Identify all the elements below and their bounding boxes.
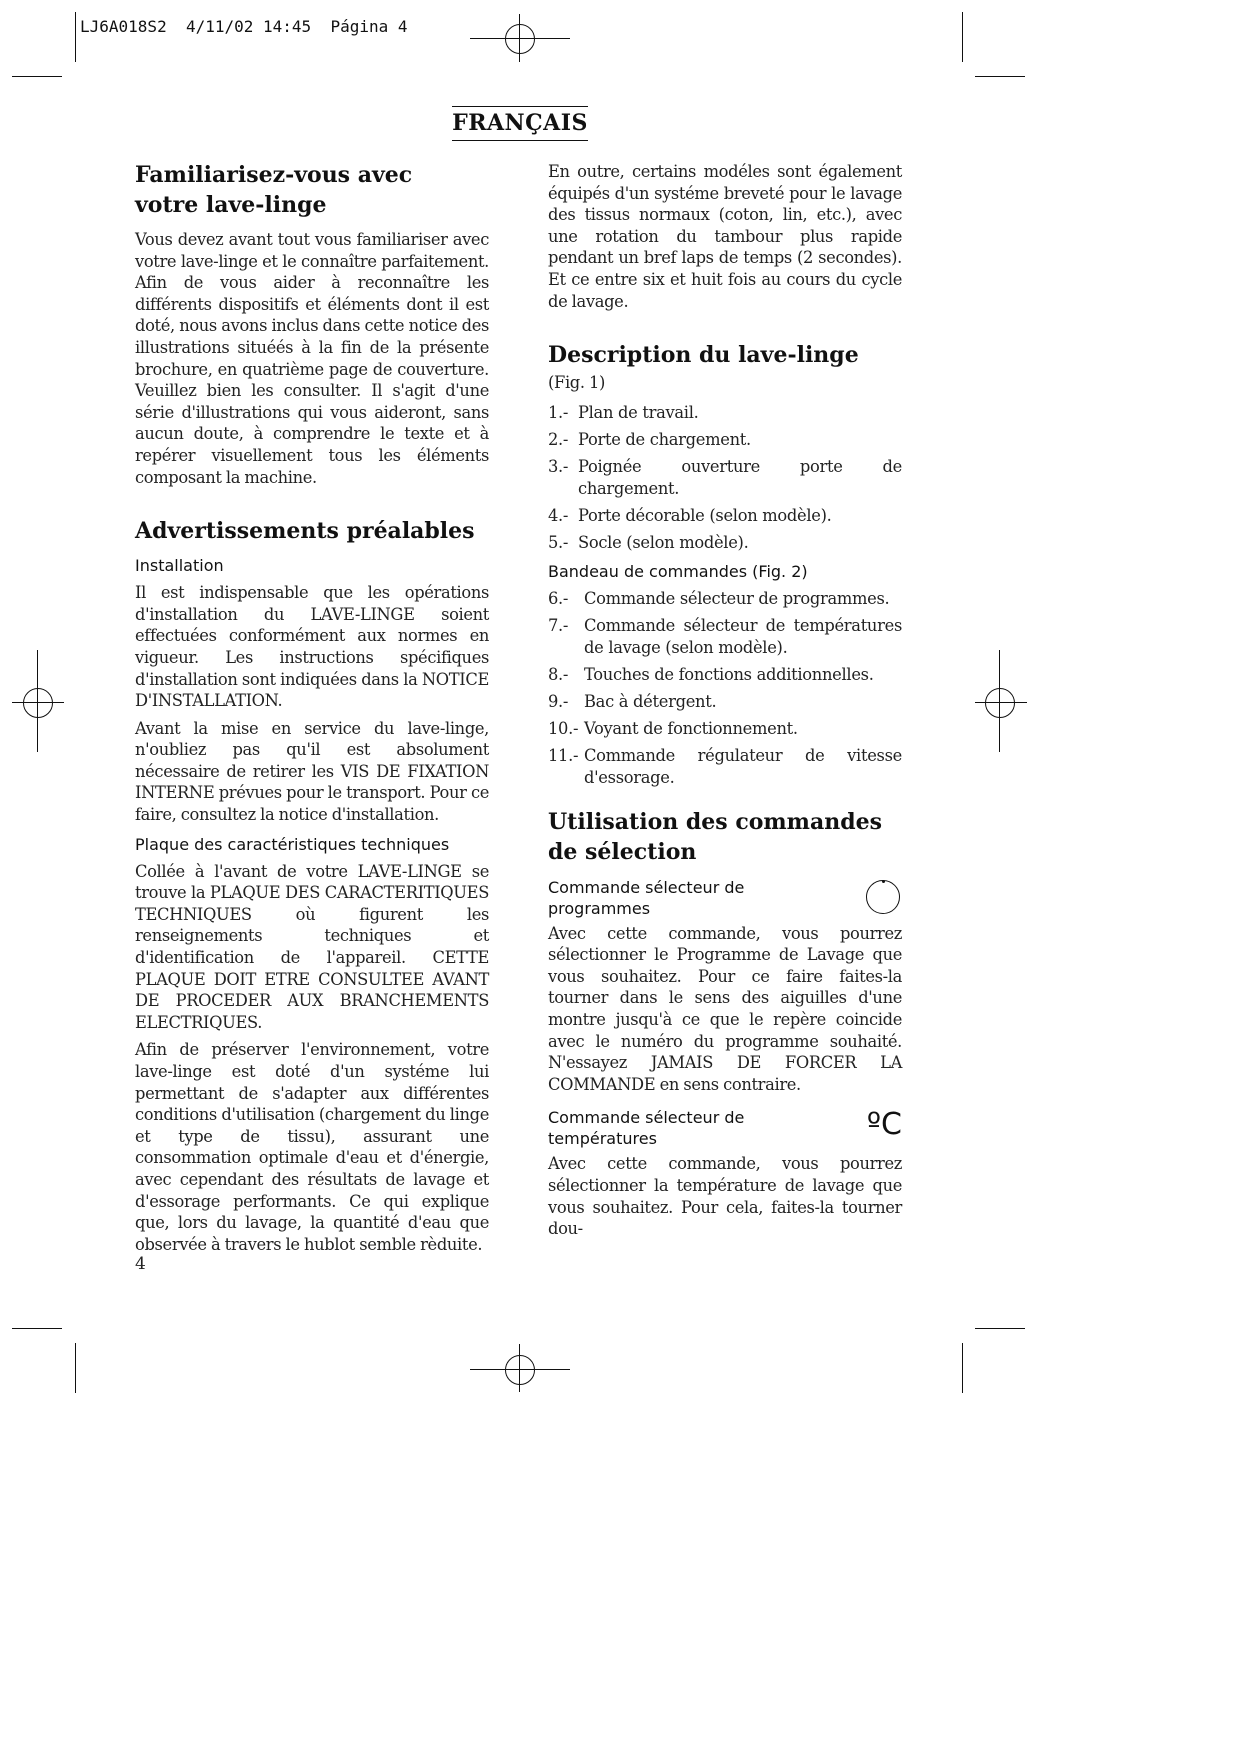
crop-mark xyxy=(975,76,1025,77)
crop-mark xyxy=(75,1343,76,1393)
right-column xyxy=(548,160,902,1246)
installation-paragraph: Il est indispensable que les opérations d'installation du LAVE-LINGE soient effectuées conformément aux normes en vigueur. Les instructions spécifiques d'installation sont indiquées dans la NOTICE D'INSTALLATION. xyxy=(135,583,489,711)
list-item: 11.- Commande régulateur de vitesse d'essorage. xyxy=(548,746,902,787)
subheading-bandeau: Bandeau de commandes (Fig. 2) xyxy=(548,562,808,582)
celsius-icon: ºC xyxy=(866,1107,902,1143)
list-item: 9.- Bac à détergent. xyxy=(548,692,717,712)
left-column xyxy=(135,160,489,1261)
registration-circle xyxy=(985,688,1015,718)
crop-mark xyxy=(12,76,62,77)
controls-list xyxy=(548,588,902,788)
list-item: 10.- Voyant de fonctionnement. xyxy=(548,719,798,739)
program-selector-body: Avec cette commande, vous pourrez sélectionner le Programme de Lavage que vous souhaitez. Pour ce faire faites-la tourner dans le sens des aiguilles d'une montre jusqu'à ce que le repère coincide avec le numéro du programme souhaité. N'essayez JAMAIS DE FORCER LA COMMANDE en sens contraire. xyxy=(548,923,902,1094)
crop-mark xyxy=(962,12,963,62)
fixation-paragraph: Avant la mise en service du lave-linge, n'oubliez pas qu'il est absolument nécessaire de retirer les VIS DE FIXATION INTERNE prévues pour le transport. Pour ce faire, consultez la notice d'installation. xyxy=(135,718,489,825)
plaque-paragraph: Collée à l'avant de votre LAVE-LINGE se trouve la PLAQUE DES CARACTERITIQUES TECHNIQUES où figurent les renseignements techniques et d'identification de l'appareil. CETTE PLAQUE DOIT ETRE CONSULTEE AVANT DE PROCEDER AUX BRANCHEMENTS ELECTRIQUES. xyxy=(135,861,489,1032)
registration-circle xyxy=(505,24,535,54)
subheading-installation: Installation xyxy=(135,556,224,576)
language-heading: FRANÇAIS xyxy=(452,106,588,141)
crop-mark xyxy=(975,1328,1025,1329)
section-title-familiarisez: Familiarisez-vous avec votre lave-linge xyxy=(135,162,413,218)
list-item: 1.- Plan de travail. xyxy=(548,402,699,422)
list-item: 6.- Commande sélecteur de programmes. xyxy=(548,589,890,609)
list-item: 3.- Poignée ouverture porte de chargement. xyxy=(548,456,902,498)
temperature-selector-heading: Commande sélecteur de températures ºC xyxy=(548,1107,902,1149)
list-item: 8.- Touches de fonctions additionnelles. xyxy=(548,665,874,685)
section-title-utilisation: Utilisation des commandes de sélection xyxy=(548,808,882,865)
list-item: 5.- Socle (selon modèle). xyxy=(548,532,749,552)
registration-circle xyxy=(505,1355,535,1385)
section-title-description: Description du lave-linge xyxy=(548,342,859,369)
parts-list xyxy=(548,402,902,554)
crop-mark xyxy=(75,12,76,62)
crop-mark xyxy=(12,1328,62,1329)
program-knob-icon xyxy=(866,880,900,914)
section-title-advertissements: Advertissements préalables xyxy=(135,518,475,545)
crop-mark xyxy=(962,1343,963,1393)
intro-paragraph: En outre, certains modéles sont également équipés d'un systéme breveté pour le lavage des tissus normaux (coton, lin, etc.), avec une rotation du tambour plus rapide pendant un bref laps de temps (2 secondes). Et ce entre six et huit fois au cours du cycle de lavage. xyxy=(548,162,902,311)
fig-reference: (Fig. 1) xyxy=(548,373,606,393)
registration-circle xyxy=(23,688,53,718)
familiarisez-body: Vous devez avant tout vous familiariser avec votre lave-linge et le connaître parfaitement. Afin de vous aider à reconnaître les différents dispositifs et éléments dont il est doté, nous avons inclus dans cette notice des illustrations situéés à la fin de la présente brochure, en quatrième page de couverture. Veuillez bien les consulter. Il s'agit d'une série d'illustrations qui vous aideront, sans aucun doute, à comprendre le texte et à repérer visuellement tous les éléments composant la machine. xyxy=(135,230,489,487)
list-item: 4.- Porte décorable (selon modèle). xyxy=(548,505,832,525)
temperature-selector-body: Avec cette commande, vous pourrez sélectionner la température de lavage que vous souhaitez. Pour cela, faites-la tourner dou- xyxy=(548,1154,902,1239)
program-selector-heading: Commande sélecteur de programmes xyxy=(548,877,902,919)
list-item: 7.- Commande sélecteur de températures de lavage (selon modèle). xyxy=(548,616,902,657)
page-number: 4 xyxy=(135,1254,146,1274)
list-item: 2.- Porte de chargement. xyxy=(548,429,751,449)
environnement-paragraph: Afin de préserver l'environnement, votre lave-linge est doté d'un systéme lui permettant de s'adapter aux différentes conditions d'utilisation (chargement du linge et type de tissu), assurant une consommation optimale d'eau et d'énergie, avec cependant des résultats de lavage et d'essorage performants. Ce qui explique que, lors du lavage, la quantité d'eau que observée à travers le hublot semble rèduite. xyxy=(135,1040,489,1254)
printer-slug: LJ6A018S2 4/11/02 14:45 Página 4 xyxy=(80,17,408,36)
subheading-plaque: Plaque des caractéristiques techniques xyxy=(135,834,450,854)
